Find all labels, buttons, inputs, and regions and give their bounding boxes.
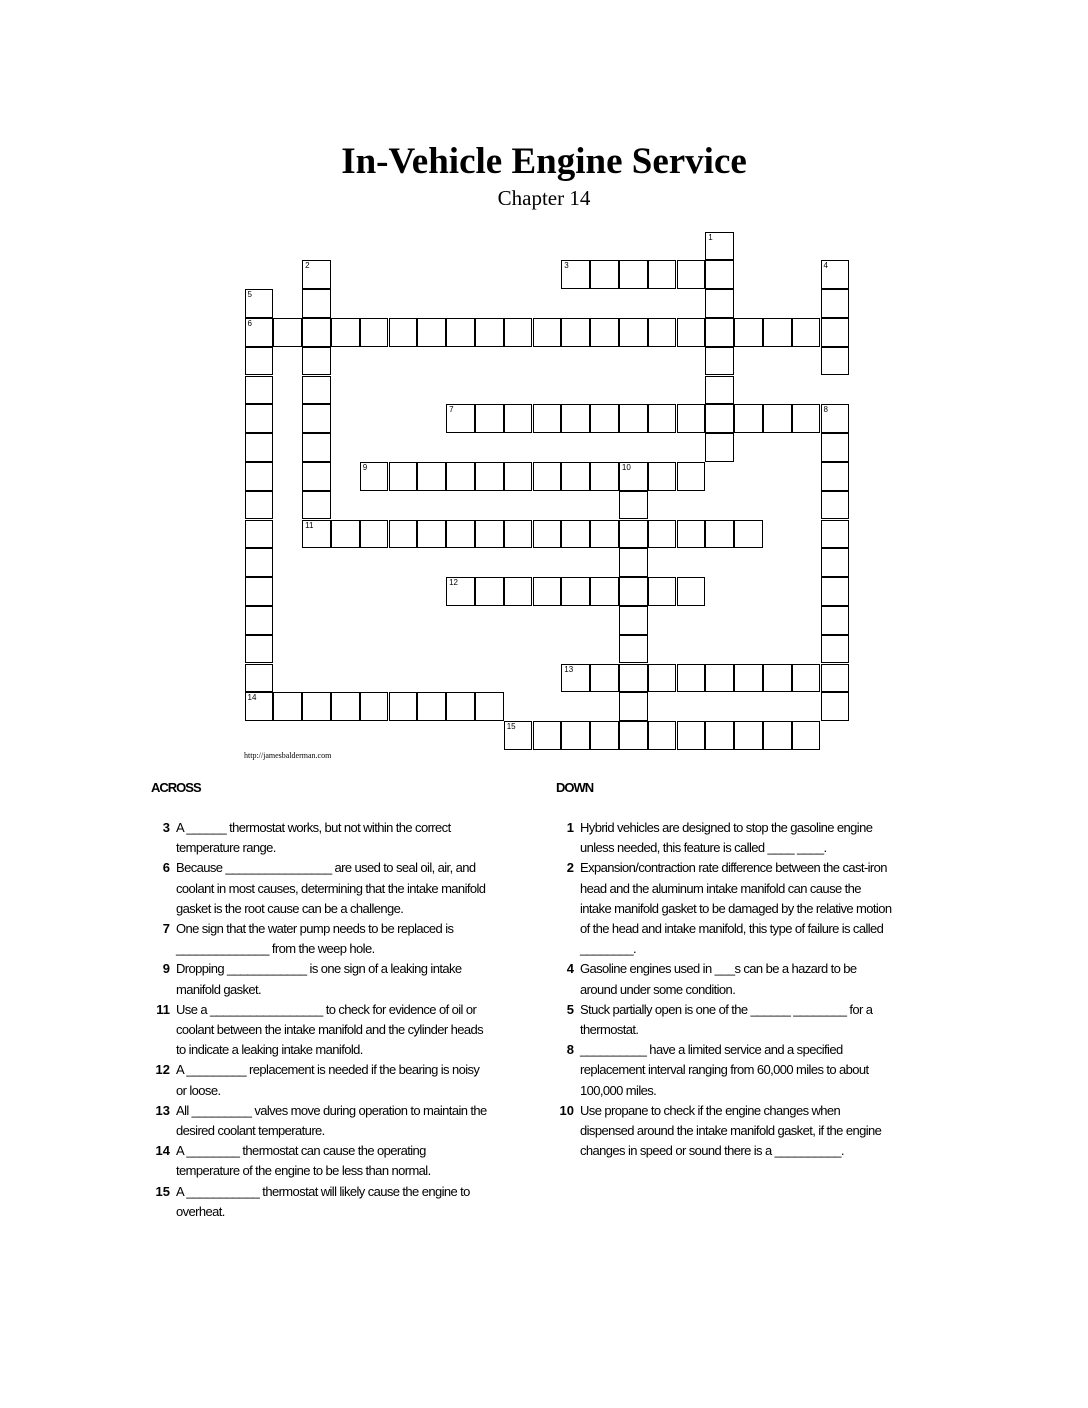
grid-cell[interactable] bbox=[821, 692, 850, 721]
grid-cell[interactable] bbox=[533, 721, 562, 750]
grid-cell[interactable] bbox=[533, 520, 562, 549]
clue-number: 11 bbox=[305, 520, 314, 530]
grid-cell[interactable] bbox=[245, 548, 274, 577]
credit-url: http://jamesbalderman.com bbox=[244, 751, 332, 760]
grid-cell[interactable] bbox=[619, 318, 648, 347]
grid-cell[interactable] bbox=[763, 721, 792, 750]
grid-cell[interactable] bbox=[389, 462, 418, 491]
grid-cell[interactable] bbox=[705, 520, 734, 549]
clue-text: One sign that the water pump needs to be replaced is ______________ from the weep hole. bbox=[176, 921, 454, 957]
clue-number: 8 bbox=[823, 405, 828, 415]
grid-cell[interactable] bbox=[504, 318, 533, 347]
grid-cell[interactable] bbox=[302, 433, 331, 462]
clue-number: 5 bbox=[247, 290, 252, 300]
grid-cell[interactable] bbox=[677, 664, 706, 693]
grid-cell[interactable] bbox=[475, 318, 504, 347]
across-clue bbox=[150, 959, 490, 999]
clue-number: 15 bbox=[155, 1183, 170, 1199]
grid-cell[interactable] bbox=[331, 692, 360, 721]
down-clue bbox=[554, 1040, 894, 1101]
grid-cell[interactable] bbox=[792, 404, 821, 433]
clue-number: 13 bbox=[564, 664, 574, 674]
grid-cell[interactable] bbox=[734, 404, 763, 433]
grid-cell[interactable] bbox=[245, 318, 274, 347]
grid-cell[interactable] bbox=[302, 462, 331, 491]
grid-cell[interactable] bbox=[273, 692, 302, 721]
grid-cell[interactable] bbox=[619, 606, 648, 635]
clue-number: 6 bbox=[247, 318, 252, 328]
grid-cell[interactable] bbox=[417, 462, 446, 491]
grid-cell[interactable] bbox=[763, 318, 792, 347]
clue-number: 15 bbox=[506, 722, 516, 732]
grid-cell[interactable] bbox=[446, 404, 475, 433]
grid-cell[interactable] bbox=[245, 577, 274, 606]
clue-text: A _________ replacement is needed if the bearing is noisy or loose. bbox=[176, 1062, 480, 1098]
grid-cell[interactable] bbox=[504, 577, 533, 606]
grid-cell[interactable] bbox=[417, 318, 446, 347]
grid-cell[interactable] bbox=[590, 404, 619, 433]
grid-cell[interactable] bbox=[504, 520, 533, 549]
grid-cell[interactable] bbox=[533, 318, 562, 347]
grid-cell[interactable] bbox=[677, 404, 706, 433]
grid-cell[interactable] bbox=[619, 260, 648, 289]
clue-text: A ___________ thermostat will likely cause the engine to overheat. bbox=[176, 1183, 470, 1219]
grid-cell[interactable] bbox=[302, 520, 331, 549]
grid-cell[interactable] bbox=[504, 404, 533, 433]
grid-cell[interactable] bbox=[389, 318, 418, 347]
grid-cell[interactable] bbox=[821, 462, 850, 491]
grid-cell[interactable] bbox=[245, 606, 274, 635]
clue-text: Dropping ____________ is one sign of a leaking intake manifold gasket. bbox=[176, 961, 462, 997]
clue-number: 1 bbox=[708, 232, 713, 242]
grid-cell[interactable] bbox=[734, 664, 763, 693]
across-clue bbox=[150, 1182, 490, 1222]
clue-text: Use a _________________ to check for evidence of oil or coolant between the intake manifold and the cylinder heads to indicate a leaking intake manifold. bbox=[176, 1001, 484, 1058]
grid-cell[interactable] bbox=[302, 347, 331, 376]
clue-number: 3 bbox=[564, 261, 569, 271]
grid-cell[interactable] bbox=[734, 318, 763, 347]
grid-cell[interactable] bbox=[245, 347, 274, 376]
grid-cell[interactable] bbox=[302, 491, 331, 520]
grid-cell[interactable] bbox=[446, 462, 475, 491]
down-clue-list bbox=[554, 818, 894, 1161]
grid-cell[interactable] bbox=[705, 664, 734, 693]
grid-cell[interactable] bbox=[302, 404, 331, 433]
grid-cell[interactable] bbox=[705, 347, 734, 376]
grid-cell[interactable] bbox=[619, 692, 648, 721]
grid-cell[interactable] bbox=[273, 318, 302, 347]
clue-number: 9 bbox=[362, 462, 368, 472]
grid-cell[interactable] bbox=[360, 692, 389, 721]
clue-number: 2 bbox=[305, 261, 310, 271]
grid-cell[interactable] bbox=[245, 491, 274, 520]
down-clue bbox=[554, 1000, 894, 1040]
grid-cell[interactable] bbox=[792, 318, 821, 347]
clue-text: A ________ thermostat can cause the operating temperature of the engine to be less than normal. bbox=[176, 1143, 431, 1179]
clue-text: Stuck partially open is one of the ______ ________ for a thermostat. bbox=[580, 1001, 873, 1038]
grid-cell[interactable] bbox=[245, 404, 274, 433]
across-clue bbox=[150, 1060, 490, 1100]
grid-cell[interactable] bbox=[619, 635, 648, 664]
clue-number: 14 bbox=[247, 693, 257, 703]
across-clue bbox=[150, 1101, 490, 1141]
grid-cell[interactable] bbox=[245, 289, 274, 318]
grid-cell[interactable] bbox=[677, 577, 706, 606]
grid-cell[interactable] bbox=[561, 318, 590, 347]
grid-cell[interactable] bbox=[245, 376, 274, 405]
clue-number: 4 bbox=[566, 961, 574, 977]
grid-cell[interactable] bbox=[590, 721, 619, 750]
grid-cell[interactable] bbox=[302, 376, 331, 405]
grid-cell[interactable] bbox=[302, 318, 331, 347]
puzzle-title: In-Vehicle Engine Service bbox=[341, 141, 747, 182]
clue-number: 6 bbox=[162, 860, 170, 876]
grid-cell[interactable] bbox=[763, 404, 792, 433]
grid-cell[interactable] bbox=[504, 721, 533, 750]
grid-cell[interactable] bbox=[504, 462, 533, 491]
grid-cell[interactable] bbox=[590, 260, 619, 289]
clue-number: 11 bbox=[156, 1001, 170, 1017]
grid-cell[interactable] bbox=[648, 520, 677, 549]
clue-text: __________ have a limited service and a specified replacement interval ranging from 60,000 miles to about 100,000 miles. bbox=[580, 1042, 869, 1098]
clue-number: 9 bbox=[162, 961, 170, 977]
across-clue bbox=[150, 1000, 490, 1061]
grid-cell[interactable] bbox=[821, 347, 850, 376]
grid-cell[interactable] bbox=[561, 462, 590, 491]
grid-cell[interactable] bbox=[475, 692, 504, 721]
grid-cell[interactable] bbox=[590, 664, 619, 693]
clue-number: 7 bbox=[162, 921, 170, 937]
clue-number: 12 bbox=[155, 1062, 170, 1078]
clue-text: Gasoline engines used in ___s can be a hazard to be around under some condition. bbox=[580, 961, 857, 997]
grid-cell[interactable] bbox=[821, 404, 850, 433]
clue-number: 12 bbox=[449, 578, 458, 588]
grid-cell[interactable] bbox=[734, 721, 763, 750]
clue-number: 3 bbox=[162, 820, 170, 835]
down-clue bbox=[554, 818, 894, 858]
grid-cell[interactable] bbox=[590, 577, 619, 606]
across-heading: ACROSS bbox=[151, 780, 201, 795]
grid-cell[interactable] bbox=[533, 577, 562, 606]
grid-cell[interactable] bbox=[705, 232, 734, 261]
grid-cell[interactable] bbox=[245, 520, 274, 549]
grid-cell[interactable] bbox=[446, 692, 475, 721]
grid-cell[interactable] bbox=[792, 721, 821, 750]
grid-cell[interactable] bbox=[302, 289, 331, 318]
grid-cell[interactable] bbox=[590, 318, 619, 347]
grid-cell[interactable] bbox=[705, 260, 734, 289]
down-clue bbox=[554, 1101, 894, 1162]
grid-cell[interactable] bbox=[360, 462, 389, 491]
grid-cell[interactable] bbox=[619, 577, 648, 606]
clue-text: Expansion/contraction rate difference between the cast-iron head and the aluminum intake manifold can cause the intake manifold gasket to be damaged by the relative motion of the head and intake manifold, this type of failure is called ________. bbox=[580, 860, 892, 957]
grid-cell[interactable] bbox=[677, 318, 706, 347]
grid-cell[interactable] bbox=[821, 577, 850, 606]
grid-cell[interactable] bbox=[677, 520, 706, 549]
clue-text: A ______ thermostat works, but not within the correct temperature range. bbox=[176, 820, 451, 856]
grid-cell[interactable] bbox=[245, 692, 274, 721]
clue-number: 10 bbox=[559, 1102, 574, 1118]
grid-cell[interactable] bbox=[561, 404, 590, 433]
grid-cell[interactable] bbox=[417, 520, 446, 549]
grid-cell[interactable] bbox=[245, 433, 274, 462]
grid-cell[interactable] bbox=[389, 692, 418, 721]
grid-cell[interactable] bbox=[648, 462, 677, 491]
grid-cell[interactable] bbox=[475, 404, 504, 433]
grid-cell[interactable] bbox=[705, 318, 734, 347]
grid-cell[interactable] bbox=[821, 635, 850, 664]
grid-cell[interactable] bbox=[561, 721, 590, 750]
grid-cell[interactable] bbox=[648, 260, 677, 289]
grid-cell[interactable] bbox=[446, 318, 475, 347]
clue-number: 2 bbox=[566, 860, 574, 876]
grid-cell[interactable] bbox=[590, 462, 619, 491]
grid-cell[interactable] bbox=[245, 664, 274, 693]
clue-number: 10 bbox=[621, 462, 631, 472]
grid-cell[interactable] bbox=[648, 721, 677, 750]
grid-cell[interactable] bbox=[821, 664, 850, 693]
grid-cell[interactable] bbox=[821, 548, 850, 577]
grid-cell[interactable] bbox=[619, 462, 648, 491]
grid-cell[interactable] bbox=[302, 260, 331, 289]
grid-cell[interactable] bbox=[705, 404, 734, 433]
grid-cell[interactable] bbox=[331, 318, 360, 347]
grid-cell[interactable] bbox=[648, 577, 677, 606]
grid-cell[interactable] bbox=[705, 289, 734, 318]
grid-cell[interactable] bbox=[331, 520, 360, 549]
clue-number: 13 bbox=[155, 1102, 170, 1118]
clue-text: Because ________________ are used to seal oil, air, and coolant in most causes, determining that the intake manifold gasket is the root cause can be a challenge. bbox=[176, 860, 486, 916]
grid-cell[interactable] bbox=[360, 520, 389, 549]
grid-cell[interactable] bbox=[619, 491, 648, 520]
grid-cell[interactable] bbox=[245, 462, 274, 491]
grid-cell[interactable] bbox=[821, 289, 850, 318]
grid-cell[interactable] bbox=[475, 520, 504, 549]
across-clue bbox=[150, 919, 490, 959]
grid-cell[interactable] bbox=[561, 577, 590, 606]
grid-cell[interactable] bbox=[446, 577, 475, 606]
grid-cell[interactable] bbox=[677, 721, 706, 750]
grid-cell[interactable] bbox=[590, 520, 619, 549]
grid-cell[interactable] bbox=[619, 664, 648, 693]
clue-number: 5 bbox=[566, 1001, 574, 1017]
grid-cell[interactable] bbox=[648, 318, 677, 347]
across-clue bbox=[150, 1141, 490, 1181]
puzzle-subtitle: Chapter 14 bbox=[497, 186, 591, 210]
grid-cell[interactable] bbox=[677, 462, 706, 491]
grid-cell[interactable] bbox=[705, 376, 734, 405]
grid-cell[interactable] bbox=[245, 635, 274, 664]
clue-number: 14 bbox=[155, 1143, 170, 1159]
grid-cell[interactable] bbox=[821, 318, 850, 347]
grid-cell[interactable] bbox=[821, 606, 850, 635]
grid-cell[interactable] bbox=[533, 404, 562, 433]
grid-cell[interactable] bbox=[619, 520, 648, 549]
grid-cell[interactable] bbox=[446, 520, 475, 549]
grid-cell[interactable] bbox=[705, 721, 734, 750]
across-clue-list bbox=[150, 818, 490, 1222]
grid-cell[interactable] bbox=[648, 404, 677, 433]
grid-cell[interactable] bbox=[821, 520, 850, 549]
grid-cell[interactable] bbox=[821, 433, 850, 462]
clue-number: 8 bbox=[566, 1042, 574, 1058]
grid-cell[interactable] bbox=[533, 462, 562, 491]
across-clue bbox=[150, 818, 490, 858]
clue-text: All _________ valves move during operation to maintain the desired coolant temperature. bbox=[176, 1102, 487, 1139]
clue-text: Use propane to check if the engine changes when dispensed around the intake manifold gasket, if the engine changes in speed or sound there is a __________. bbox=[580, 1102, 882, 1159]
grid-cell[interactable] bbox=[821, 491, 850, 520]
grid-cell[interactable] bbox=[792, 664, 821, 693]
grid-cell[interactable] bbox=[821, 260, 850, 289]
across-clue bbox=[150, 858, 490, 919]
grid-cell[interactable] bbox=[648, 664, 677, 693]
grid-cell[interactable] bbox=[389, 520, 418, 549]
grid-cell[interactable] bbox=[705, 433, 734, 462]
grid-cell[interactable] bbox=[417, 692, 446, 721]
grid-cell[interactable] bbox=[734, 520, 763, 549]
grid-cell[interactable] bbox=[619, 548, 648, 577]
down-heading: DOWN bbox=[556, 780, 594, 795]
grid-cell[interactable] bbox=[619, 721, 648, 750]
grid-cell[interactable] bbox=[302, 692, 331, 721]
grid-cell[interactable] bbox=[475, 577, 504, 606]
grid-cell[interactable] bbox=[561, 664, 590, 693]
down-clue bbox=[554, 959, 894, 999]
grid-cell[interactable] bbox=[677, 260, 706, 289]
clue-number: 1 bbox=[566, 820, 574, 835]
grid-cell[interactable] bbox=[561, 520, 590, 549]
down-clue bbox=[554, 858, 894, 959]
clue-number: 4 bbox=[823, 261, 828, 271]
grid-cell[interactable] bbox=[475, 462, 504, 491]
grid-cell[interactable] bbox=[763, 664, 792, 693]
grid-cell[interactable] bbox=[619, 404, 648, 433]
grid-cell[interactable] bbox=[360, 318, 389, 347]
clue-text: Hybrid vehicles are designed to stop the gasoline engine unless needed, this feature is called ____ ____. bbox=[580, 820, 873, 856]
clue-number: 7 bbox=[449, 405, 454, 415]
grid-cell[interactable] bbox=[561, 260, 590, 289]
